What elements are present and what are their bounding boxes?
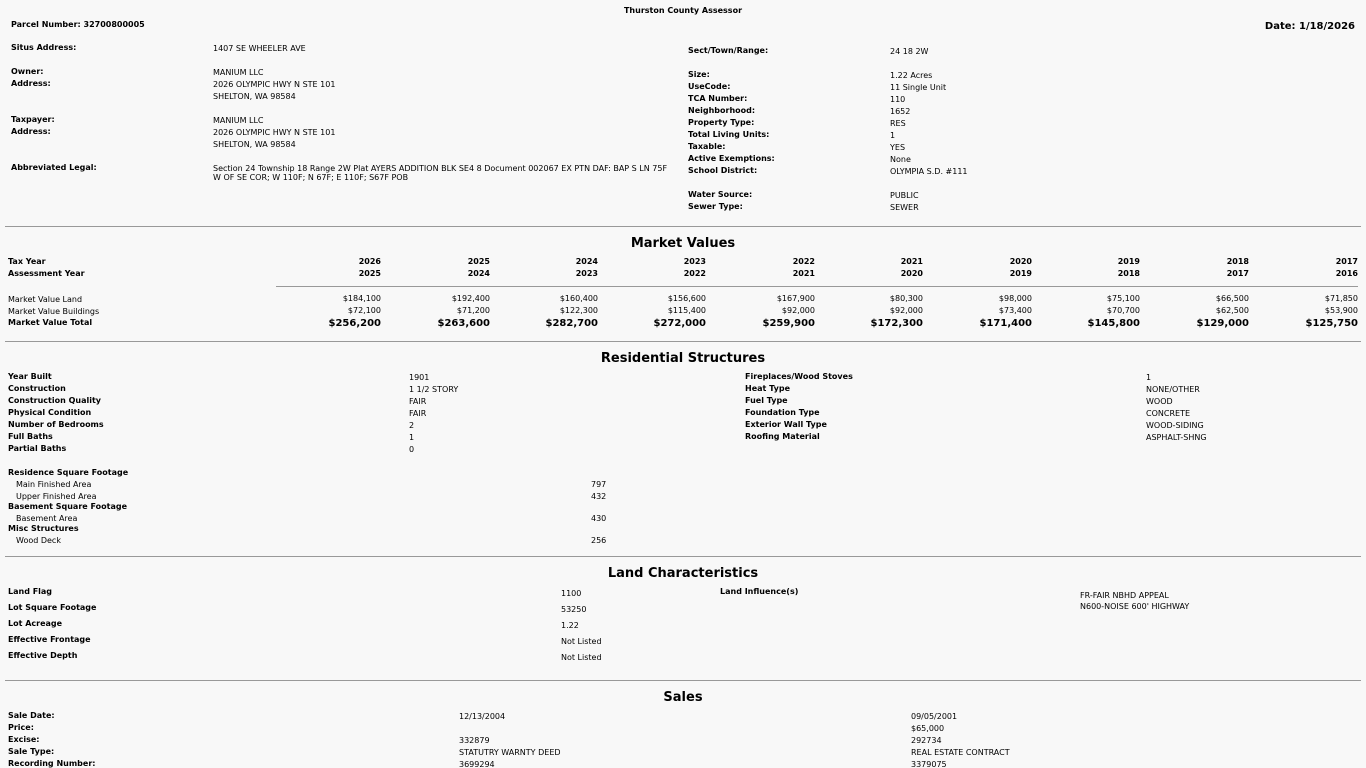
structure-value: NONE/OTHER (1146, 385, 1200, 394)
land-value: 53250 (561, 605, 587, 614)
market-table-rule (276, 286, 1358, 287)
detail-label: Active Exemptions: (688, 154, 775, 163)
detail-value: 11 Single Unit (890, 83, 947, 92)
structure-label: Number of Bedrooms (8, 420, 104, 429)
sale-1-value: STATUTRY WARNTY DEED (459, 748, 561, 757)
land-value-cell: $66,500 (1215, 294, 1249, 303)
buildings-value-cell: $115,400 (667, 306, 706, 315)
land-value-cell: $160,400 (559, 294, 598, 303)
land-influence-label: Land Influence(s) (720, 587, 799, 596)
buildings-value-cell: $70,700 (1106, 306, 1140, 315)
assessment-year-cell: 2022 (683, 269, 706, 278)
assessment-year-cell: 2018 (1117, 269, 1140, 278)
detail-label: UseCode: (688, 82, 731, 91)
land-label: Lot Acreage (8, 619, 63, 628)
tax-year-label: Tax Year (8, 257, 46, 266)
sale-label: Sale Date: (8, 711, 55, 720)
divider (5, 680, 1361, 681)
main-area-label: Main Finished Area (16, 480, 92, 489)
detail-label: Total Living Units: (688, 130, 770, 139)
misc-heading: Misc Structures (8, 524, 79, 533)
tax-year-cell: 2026 (358, 257, 381, 266)
tax-year-cell: 2022 (792, 257, 815, 266)
buildings-value-label: Market Value Buildings (8, 307, 100, 316)
buildings-value-cell: $122,300 (559, 306, 598, 315)
taxpayer-address-line1: 2026 OLYMPIC HWY N STE 101 (213, 128, 336, 137)
structure-value: 0 (409, 445, 415, 454)
total-value-cell: $272,000 (653, 318, 706, 329)
divider (5, 556, 1361, 557)
structure-value: WOOD-SIDING (1146, 421, 1204, 430)
assessment-year-cell: 2020 (900, 269, 923, 278)
assessment-year-cell: 2025 (358, 269, 381, 278)
sale-1-value: 332879 (459, 736, 490, 745)
assessment-year-cell: 2023 (575, 269, 598, 278)
total-value-cell: $259,900 (762, 318, 815, 329)
upper-area-label: Upper Finished Area (16, 492, 97, 501)
sewer-value: SEWER (890, 203, 919, 212)
land-value-label: Market Value Land (8, 295, 83, 304)
structure-label: Roofing Material (745, 432, 820, 441)
total-value-cell: $282,700 (545, 318, 598, 329)
structure-value: 1 1/2 STORY (409, 385, 459, 394)
tax-year-cell: 2017 (1335, 257, 1358, 266)
detail-label: Taxable: (688, 142, 726, 151)
total-value-cell: $172,300 (870, 318, 923, 329)
sale-2-value: 292734 (911, 736, 942, 745)
structure-label: Year Built (8, 372, 52, 381)
land-value-cell: $80,300 (889, 294, 923, 303)
sales-heading: Sales (663, 690, 703, 705)
owner-address-line2: SHELTON, WA 98584 (213, 92, 296, 101)
taxpayer-label: Taxpayer: (11, 115, 55, 124)
sale-label: Excise: (8, 735, 40, 744)
total-value-cell: $125,750 (1305, 318, 1358, 329)
land-value: 1.22 (561, 621, 579, 630)
sqft-heading: Residence Square Footage (8, 468, 129, 477)
owner-address-line1: 2026 OLYMPIC HWY N STE 101 (213, 80, 336, 89)
sale-label: Price: (8, 723, 34, 732)
land-label: Effective Depth (8, 651, 78, 660)
structure-label: Exterior Wall Type (745, 420, 827, 429)
land-value: Not Listed (561, 653, 602, 662)
tax-year-cell: 2019 (1117, 257, 1140, 266)
buildings-value-cell: $53,900 (1324, 306, 1358, 315)
land-label: Land Flag (8, 587, 53, 596)
assessment-year-cell: 2017 (1226, 269, 1249, 278)
residential-heading: Residential Structures (600, 351, 766, 366)
legal-line2: W OF SE COR; W 110F; N 67F; E 110F; S67F POB (213, 173, 409, 182)
owner-address-label: Address: (11, 79, 51, 88)
buildings-value-cell: $72,100 (347, 306, 381, 315)
taxpayer-address-label: Address: (11, 127, 51, 136)
market-values-heading: Market Values (630, 236, 736, 251)
detail-label: School District: (688, 166, 758, 175)
water-label: Water Source: (688, 190, 753, 199)
total-value-label: Market Value Total (8, 318, 93, 327)
buildings-value-cell: $62,500 (1215, 306, 1249, 315)
detail-label: TCA Number: (688, 94, 748, 103)
water-value: PUBLIC (890, 191, 919, 200)
land-heading: Land Characteristics (607, 566, 759, 581)
structure-label: Construction (8, 384, 66, 393)
tax-year-cell: 2021 (900, 257, 923, 266)
sale-2-value: 3379075 (911, 760, 947, 768)
buildings-value-cell: $71,200 (456, 306, 490, 315)
land-influence-1: FR-FAIR NBHD APPEAL (1080, 591, 1169, 600)
total-value-cell: $129,000 (1196, 318, 1249, 329)
structure-value: 1901 (409, 373, 430, 382)
sale-2-value: $65,000 (911, 724, 945, 733)
structure-label: Physical Condition (8, 408, 92, 417)
structure-label: Partial Baths (8, 444, 67, 453)
land-label: Effective Frontage (8, 635, 91, 644)
tax-year-cell: 2020 (1009, 257, 1032, 266)
legal-label: Abbreviated Legal: (11, 163, 97, 172)
land-value-cell: $184,100 (342, 294, 381, 303)
buildings-value-cell: $73,400 (998, 306, 1032, 315)
detail-value: None (890, 155, 911, 164)
situs-value: 1407 SE WHEELER AVE (213, 44, 306, 53)
land-value-cell: $192,400 (451, 294, 490, 303)
total-value-cell: $256,200 (328, 318, 381, 329)
assessment-year-cell: 2024 (467, 269, 490, 278)
assessment-year-cell: 2016 (1335, 269, 1358, 278)
sale-2-value: REAL ESTATE CONTRACT (911, 748, 1010, 757)
detail-value: 1652 (890, 107, 911, 116)
land-value-cell: $75,100 (1106, 294, 1140, 303)
total-value-cell: $263,600 (437, 318, 490, 329)
land-value: 1100 (561, 589, 582, 598)
detail-value: 110 (890, 95, 906, 104)
detail-label: Property Type: (688, 118, 755, 127)
land-value-cell: $98,000 (998, 294, 1032, 303)
structure-label: Heat Type (745, 384, 791, 393)
structure-value: FAIR (409, 397, 427, 406)
owner-label: Owner: (11, 67, 44, 76)
basement-area-label: Basement Area (16, 514, 78, 523)
report-date: Date: 1/18/2026 (1264, 21, 1355, 32)
structure-value: 1 (409, 433, 415, 442)
land-label: Lot Square Footage (8, 603, 97, 612)
detail-label: Neighborhood: (688, 106, 756, 115)
divider (5, 226, 1361, 227)
structure-label: Full Baths (8, 432, 53, 441)
sale-1-value: 12/13/2004 (459, 712, 506, 721)
upper-area-value: 432 (591, 492, 607, 501)
total-value-cell: $171,400 (979, 318, 1032, 329)
land-value: Not Listed (561, 637, 602, 646)
detail-label: Size: (688, 70, 710, 79)
total-value-cell: $145,800 (1087, 318, 1140, 329)
detail-value: OLYMPIA S.D. #111 (890, 167, 968, 176)
land-value-cell: $156,600 (667, 294, 706, 303)
structure-value: 2 (409, 421, 415, 430)
assessment-year-label: Assessment Year (8, 269, 85, 278)
detail-value: 1.22 Acres (890, 71, 933, 80)
sale-label: Sale Type: (8, 747, 55, 756)
structure-value: WOOD (1146, 397, 1173, 406)
land-influence-2: N600-NOISE 600' HIGHWAY (1080, 602, 1190, 611)
taxpayer-address-line2: SHELTON, WA 98584 (213, 140, 296, 149)
main-area-value: 797 (591, 480, 607, 489)
detail-value: YES (890, 143, 906, 152)
tax-year-cell: 2024 (575, 257, 598, 266)
assessment-year-cell: 2021 (792, 269, 815, 278)
buildings-value-cell: $92,000 (889, 306, 923, 315)
deck-label: Wood Deck (16, 536, 61, 545)
structure-label: Foundation Type (745, 408, 820, 417)
sale-1-value: 3699294 (459, 760, 495, 768)
legal-line1: Section 24 Township 18 Range 2W Plat AYERS ADDITION BLK SE4 8 Document 002067 EX PTN DAF: BAP S LN 75F (213, 164, 668, 173)
structure-label: Fireplaces/Wood Stoves (745, 372, 853, 381)
detail-value: 1 (890, 131, 896, 140)
structure-label: Fuel Type (745, 396, 788, 405)
buildings-value-cell: $92,000 (781, 306, 815, 315)
land-value-cell: $71,850 (1324, 294, 1358, 303)
structure-value: FAIR (409, 409, 427, 418)
assessment-year-cell: 2019 (1009, 269, 1032, 278)
tax-year-cell: 2025 (467, 257, 490, 266)
page-title: Thurston County Assessor (623, 6, 743, 15)
sale-2-value: 09/05/2001 (911, 712, 958, 721)
owner-name: MANIUM LLC (213, 68, 264, 77)
sewer-label: Sewer Type: (688, 202, 743, 211)
structure-value: CONCRETE (1146, 409, 1191, 418)
structure-value: 1 (1146, 373, 1152, 382)
tax-year-cell: 2023 (683, 257, 706, 266)
detail-value: RES (890, 119, 906, 128)
structure-label: Construction Quality (8, 396, 101, 405)
basement-area-value: 430 (591, 514, 607, 523)
divider (5, 341, 1361, 342)
tax-year-cell: 2018 (1226, 257, 1249, 266)
taxpayer-name: MANIUM LLC (213, 116, 264, 125)
land-value-cell: $167,900 (776, 294, 815, 303)
structure-value: ASPHALT-SHNG (1146, 433, 1207, 442)
basement-heading: Basement Square Footage (8, 502, 127, 511)
situs-label: Situs Address: (11, 43, 77, 52)
sale-label: Recording Number: (8, 759, 96, 768)
sect-label: Sect/Town/Range: (688, 46, 769, 55)
deck-value: 256 (591, 536, 607, 545)
sect-value: 24 18 2W (890, 47, 929, 56)
parcel-number: Parcel Number: 32700800005 (11, 20, 145, 29)
